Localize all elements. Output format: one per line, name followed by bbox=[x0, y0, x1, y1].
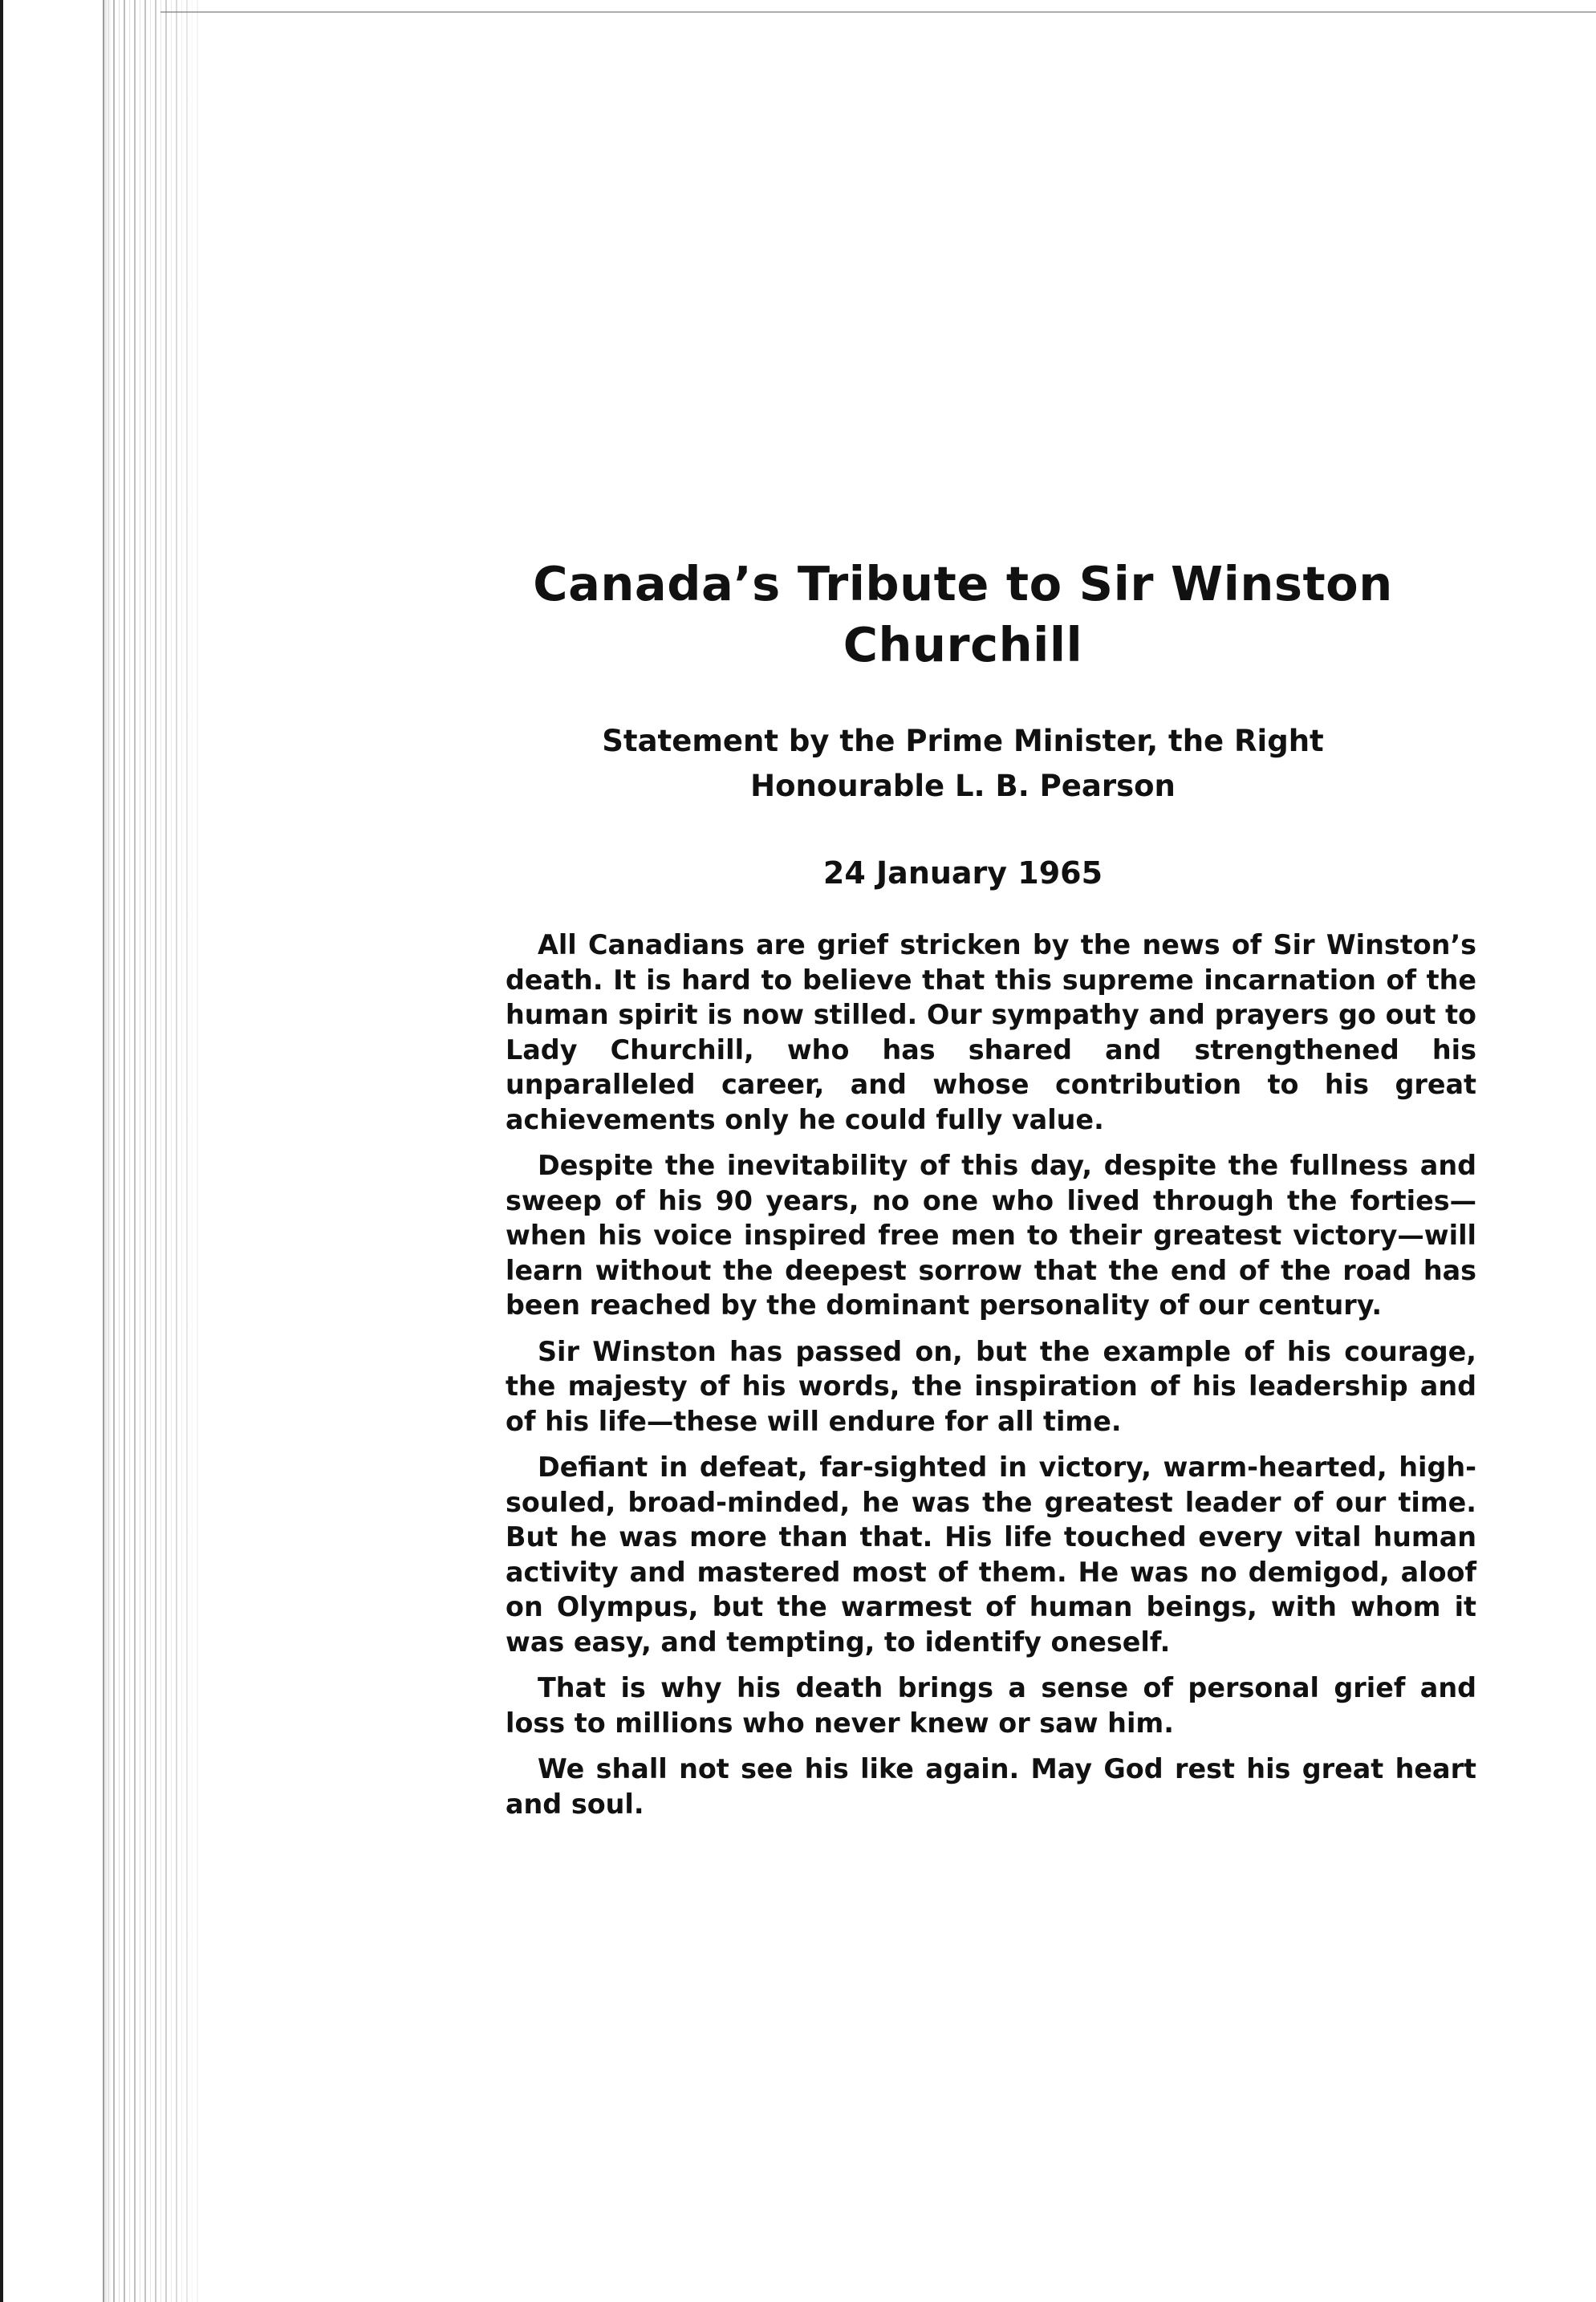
statement-body bbox=[449, 928, 1476, 1821]
paragraph-6: We shall not see his like again. May God rest his great heart and soul. bbox=[506, 1753, 1476, 1820]
document-subtitle: Statement by the Prime Minister, the Right Honourable L. B. Pearson bbox=[602, 724, 1324, 803]
paragraph-5: That is why his death brings a sense of personal grief and loss to millions who never knew or saw him. bbox=[506, 1672, 1476, 1739]
document-page bbox=[449, 554, 1476, 1833]
document-date: 24 January 1965 bbox=[822, 855, 1103, 891]
paragraph-3: Sir Winston has passed on, but the example of his courage, the majesty of his words, the inspiration of his leadership and of his life—these will endure for all time. bbox=[506, 1335, 1476, 1437]
paragraph-4: Defiant in defeat, far-sighted in victory, warm-hearted, high-souled, broad-minded, he was the greatest leader of our time. But he was more than that. His life touched every vital human activity and mastered most of them. He was no demigod, aloof on Olympus, but the warmest of human beings, with whom it was easy, and tempting, to identify oneself. bbox=[506, 1451, 1476, 1658]
paragraph-1: All Canadians are grief stricken by the news of Sir Winston’s death. It is hard to believe that this supreme incarnation of the human spirit is now stilled. Our sympathy and prayers go out to Lady Churchill, who has shared and strengthened his unparalleled career, and whose contribution to his great achievements only he could fully value. bbox=[506, 929, 1476, 1135]
binding-fade bbox=[103, 0, 207, 2302]
top-page-edge bbox=[160, 11, 1596, 13]
paragraph-2: Despite the inevitability of this day, despite the fullness and sweep of his 90 years, no one who lived through the forties—when his voice inspired free men to their greatest victory—will learn without the deepest sorrow that the end of the road has been reached by the dominant personality of our century. bbox=[506, 1150, 1476, 1321]
document-title: Canada’s Tribute to Sir Winston Churchill bbox=[533, 556, 1393, 672]
